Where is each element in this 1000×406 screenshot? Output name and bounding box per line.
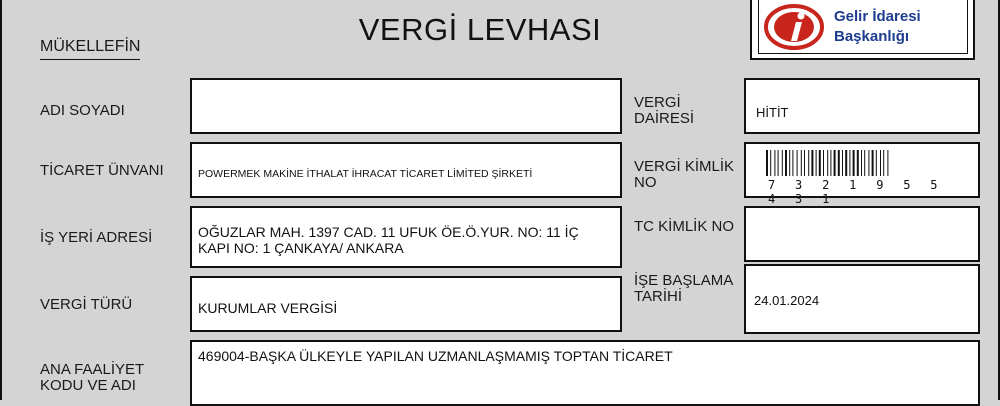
barcode-bar (887, 150, 888, 176)
label-vergi-kimlik-no-line2: NO (634, 174, 657, 191)
section-label-mukellef: MÜKELLEFİN (40, 38, 140, 60)
label-vergi-dairesi-line2: DAİRESİ (634, 110, 695, 127)
logo-box (750, 0, 975, 60)
barcode-bar (861, 150, 862, 176)
logo-text (834, 7, 921, 47)
value-vergi-turu: KURUMLAR VERGİSİ (198, 300, 338, 316)
barcode-bar (872, 150, 874, 176)
barcode-bar (808, 150, 809, 176)
barcode-bar (782, 150, 783, 176)
barcode-bar (853, 150, 855, 176)
label-ticaret-unvani: TİCARET ÜNVANI (40, 162, 164, 179)
value-vergi-dairesi: HİTİT (756, 105, 789, 120)
barcode-bar (811, 150, 813, 176)
field-vergi-turu (190, 276, 622, 332)
barcode-bar (816, 150, 817, 176)
barcode-bar (785, 150, 787, 176)
label-ana-faaliyet-line1: ANA FAALİYET (40, 361, 145, 378)
barcode-bar (766, 150, 768, 176)
field-adi-soyadi (190, 78, 622, 134)
barcode-bar (842, 150, 843, 176)
field-ise-baslama (744, 264, 980, 334)
barcode-bar (849, 150, 850, 176)
logo-frame (758, 0, 968, 54)
value-is-yeri-adresi-line2: KAPI NO: 1 ÇANKAYA/ ANKARA (198, 240, 404, 256)
barcode-bar (880, 150, 881, 176)
barcode-bar (868, 150, 869, 176)
barcode-bar (830, 150, 831, 176)
label-vergi-turu: VERGİ TÜRÜ (40, 296, 133, 313)
barcode-digits: 7 3 2 1 9 5 5 4 3 1 (768, 178, 944, 206)
label-tc-kimlik-no: TC KİMLİK NO (634, 218, 735, 235)
barcode-bar (819, 150, 821, 176)
barcode-bar (864, 150, 865, 176)
value-ise-baslama: 24.01.2024 (754, 293, 820, 308)
label-vergi-kimlik-no-line1: VERGİ KİMLİK (634, 158, 735, 175)
barcode-bar (792, 150, 793, 176)
field-is-yeri-adresi (190, 206, 622, 268)
barcode-bar (857, 150, 859, 176)
field-ana-faaliyet (190, 340, 980, 406)
barcode-bar (789, 150, 790, 176)
document-title: VERGİ LEVHASI (358, 12, 602, 47)
gib-logo-icon (763, 3, 825, 51)
value-is-yeri-adresi-line1: OĞUZLAR MAH. 1397 CAD. 11 UFUK ÖE.Ö.YUR. NO: 11 İÇ (198, 224, 579, 240)
value-ticaret-unvani: POWERMEK MAKİNE İTHALAT İHRACAT TİCARET LİMİTED ŞİRKETİ (198, 168, 533, 180)
barcode-bar (774, 150, 775, 176)
field-vergi-dairesi (744, 78, 980, 134)
barcode-bar (804, 150, 805, 176)
barcode-bar (876, 150, 877, 176)
barcode-bar (827, 150, 828, 176)
label-adi-soyadi: ADI SOYADI (40, 102, 125, 119)
label-ise-baslama-line1: İŞE BAŞLAMA (634, 272, 734, 289)
value-ana-faaliyet: 469004-BAŞKA ÜLKEYLE YAPILAN UZMANLAŞMAMIŞ TOPTAN TİCARET (198, 348, 673, 364)
frame-border-left (0, 0, 2, 400)
barcode-image (754, 148, 974, 178)
barcode-bar (770, 150, 771, 176)
barcode-bar (834, 150, 836, 176)
label-vergi-dairesi-line1: VERGİ (634, 94, 681, 111)
label-is-yeri-adresi: İŞ YERİ ADRESİ (40, 229, 153, 246)
field-tc-kimlik-no (744, 206, 980, 262)
barcode-bar (797, 150, 798, 176)
label-ana-faaliyet-line2: KODU VE ADI (40, 377, 136, 394)
logo-line2: Başkanlığı (834, 28, 910, 45)
barcode-bar (801, 150, 802, 176)
barcode-bar (778, 150, 779, 176)
barcode-bar (883, 150, 884, 176)
barcode-bar (845, 150, 847, 176)
label-ise-baslama-line2: TARİHİ (634, 288, 683, 305)
field-ticaret-unvani (190, 142, 622, 198)
logo-line1: Gelir İdaresi (834, 8, 921, 25)
barcode-bar (823, 150, 824, 176)
barcode-bar (838, 150, 840, 176)
